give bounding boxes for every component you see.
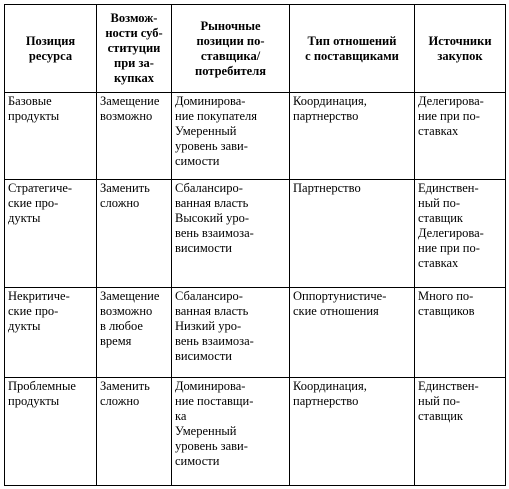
table-cell <box>172 180 290 288</box>
cell-text-line: Сбалансиро- <box>175 181 243 195</box>
cell-text-line: ставщиков <box>418 304 475 318</box>
cell-text-line: партнерство <box>293 394 359 408</box>
table-cell <box>415 378 506 486</box>
cell-text-line: дукты <box>8 319 41 333</box>
cell-text-line: ности суб- <box>105 26 163 40</box>
cell-text-line: в любое <box>100 319 143 333</box>
cell-text-line: ние покупателя <box>175 109 258 123</box>
header-cell <box>97 5 172 93</box>
header-cell <box>172 5 290 93</box>
table-cell <box>290 93 415 180</box>
cell-text-line: Единствен- <box>418 181 479 195</box>
cell-text-line: Позиция <box>25 33 76 48</box>
cell-text-line: Делегирова- <box>418 94 484 108</box>
cell-text-line: Делегирова- <box>418 226 484 240</box>
cell-text-line: Единствен- <box>418 379 479 393</box>
table-cell <box>5 180 97 288</box>
cell-text-line: ские про- <box>8 196 59 210</box>
cell-text-line: ставках <box>418 124 459 138</box>
cell-text-line: висимости <box>175 349 233 363</box>
resource-positions-table <box>4 4 506 486</box>
cell-text-line: Оппортунистиче- <box>293 289 387 303</box>
table-cell <box>172 288 290 378</box>
cell-text-line: Низкий уро- <box>175 319 242 333</box>
cell-text-line: Проблемные <box>8 379 76 393</box>
cell-text-line: ские отношения <box>293 304 379 318</box>
cell-text-line: время <box>100 334 132 348</box>
header-row <box>5 5 506 93</box>
cell-text-line: возможно <box>100 109 153 123</box>
cell-text-line: продукты <box>8 394 60 408</box>
cell-text-line: при за- <box>114 56 154 70</box>
cell-text-line: ванная власть <box>175 304 249 318</box>
cell-text-line: вень взаимоза- <box>175 334 254 348</box>
table-cell <box>172 378 290 486</box>
table-row <box>5 93 506 180</box>
cell-text-line: потребителя <box>195 63 266 78</box>
cell-text-line: сложно <box>100 196 140 210</box>
cell-text-line: вень взаимоза- <box>175 226 254 240</box>
cell-text-line: симости <box>175 154 220 168</box>
cell-text-line: партнерство <box>293 109 359 123</box>
header-cell <box>415 5 506 93</box>
table-cell <box>5 288 97 378</box>
cell-text-line: дукты <box>8 211 41 225</box>
table-row <box>5 378 506 486</box>
cell-text-line: купках <box>114 71 154 85</box>
cell-text-line: ние при по- <box>418 109 480 123</box>
cell-text-line: ституции <box>107 41 161 55</box>
table-cell <box>97 93 172 180</box>
cell-text-line: ские про- <box>8 304 59 318</box>
cell-text-line: ресурса <box>28 48 73 63</box>
cell-text-line: Умеренный <box>175 124 237 138</box>
cell-text-line: Некритиче- <box>8 289 70 303</box>
cell-text-line: Умеренный <box>175 424 237 438</box>
table-cell <box>5 93 97 180</box>
cell-text-line: с поставщиками <box>305 48 399 63</box>
cell-text-line: Заменить <box>100 181 150 195</box>
table-cell <box>290 180 415 288</box>
cell-text-line: ставщик <box>418 409 464 423</box>
cell-text-line: закупок <box>437 48 483 63</box>
header-cell <box>290 5 415 93</box>
cell-text-line: ставках <box>418 256 459 270</box>
table-cell <box>415 180 506 288</box>
cell-text-line: ванная власть <box>175 196 249 210</box>
cell-text-line: ние при по- <box>418 241 480 255</box>
cell-text-line: Замещение <box>100 94 160 108</box>
cell-text-line: ние поставщи- <box>175 394 254 408</box>
cell-text-line: продукты <box>8 109 60 123</box>
cell-text-line: Замещение <box>100 289 160 303</box>
table-cell <box>415 288 506 378</box>
cell-text-line: Много по- <box>418 289 474 303</box>
cell-text-line: висимости <box>175 241 233 255</box>
cell-text-line: Высокий уро- <box>175 211 250 225</box>
cell-text-line: уровень зави- <box>175 139 248 153</box>
cell-text-line: ставщик <box>418 211 464 225</box>
table-cell <box>97 288 172 378</box>
cell-text-line: Базовые <box>8 94 52 108</box>
cell-text-line: Возмож- <box>110 11 158 25</box>
cell-text-line: Источники <box>428 33 492 48</box>
cell-text-line: Координация, <box>293 379 367 393</box>
cell-text-line: позиции по- <box>196 33 265 48</box>
table-cell <box>5 378 97 486</box>
cell-text-line: Доминирова- <box>175 379 246 393</box>
cell-text-line: ставщика/ <box>200 48 261 63</box>
cell-text-line: Стратегиче- <box>8 181 73 195</box>
cell-text-line: Координация, <box>293 94 367 108</box>
cell-text-line: возможно <box>100 304 153 318</box>
cell-text-line: Доминирова- <box>175 94 246 108</box>
cell-text-line: Сбалансиро- <box>175 289 243 303</box>
table-cell <box>290 378 415 486</box>
cell-text-line: уровень зави- <box>175 439 248 453</box>
table-cell <box>97 180 172 288</box>
table-cell <box>290 288 415 378</box>
cell-text-line: ный по- <box>418 196 461 210</box>
table-cell <box>172 93 290 180</box>
cell-text-line: ный по- <box>418 394 461 408</box>
cell-text-line: ка <box>175 409 187 423</box>
table-row <box>5 180 506 288</box>
table-cell <box>97 378 172 486</box>
cell-text-line: симости <box>175 454 220 468</box>
cell-text-line: сложно <box>100 394 140 408</box>
table-cell <box>415 93 506 180</box>
cell-text-line: Заменить <box>100 379 150 393</box>
cell-text-line: Тип отношений <box>307 33 397 48</box>
header-cell <box>5 5 97 93</box>
cell-text-line: Рыночные <box>200 18 261 33</box>
cell-text-line: Партнерство <box>293 181 361 195</box>
table-row <box>5 288 506 378</box>
